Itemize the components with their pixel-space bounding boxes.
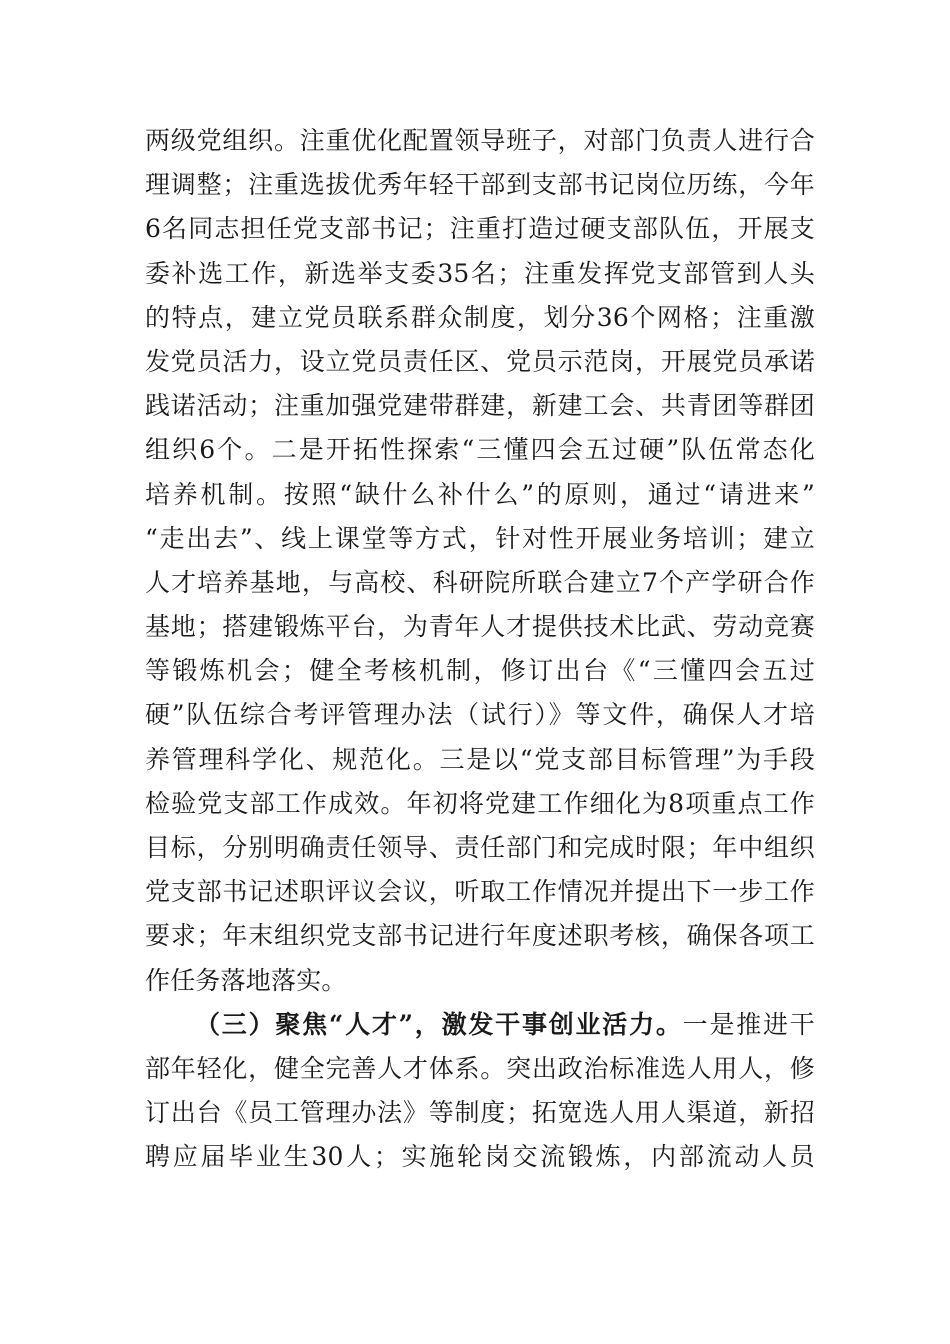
text-line-6: 发党员活力，设立党员责任区、党员示范岗，开展党员承诺 [145,346,815,376]
text-line-16: 检验党支部工作成效。年初将党建工作细化为8项重点工作 [145,788,815,818]
section-3-line-3: 订出台《员工管理办法》等制度；拓宽选人用人渠道，新招 [145,1098,815,1128]
section-3-line-2: 部年轻化，健全完善人才体系。突出政治标准选人用人，修 [145,1053,815,1083]
text-line-20: 作任务落地落实。 [145,965,347,995]
section-3-heading: （三）聚焦“人才”，激发干事创业活力。 [195,1009,683,1039]
text-line-18: 党支部书记述职评议会议，听取工作情况并提出下一步工作 [145,877,815,907]
text-line-5: 的特点，建立党员联系群众制度，划分36个网格；注重激 [145,302,815,332]
text-line-12: 基地；搭建锻炼平台，为青年人才提供技术比武、劳动竞赛 [145,612,815,642]
text-line-7: 践诺活动；注重加强党建带群建，新建工会、共青团等群团 [145,391,815,421]
text-line-3: 6名同志担任党支部书记；注重打造过硬支部队伍，开展支 [145,214,815,244]
text-line-8: 组织6个。二是开拓性探索“三懂四会五过硬”队伍常态化 [145,435,815,465]
text-line-11: 人才培养基地，与高校、科研院所联合建立7个产学研合作 [145,567,815,597]
text-line-10: “走出去”、线上课堂等方式，针对性开展业务培训；建立 [145,523,815,553]
body-text [145,119,815,1180]
text-line-4: 委补选工作，新选举支委35名；注重发挥党支部管到人头 [145,258,815,288]
text-line-2: 理调整；注重选拔优秀年轻干部到支部书记岗位历练，今年 [145,170,815,200]
section-3-line-4: 聘应届毕业生30人；实施轮岗交流锻炼，内部流动人员 [145,1142,815,1172]
text-line-13: 等锻炼机会；健全考核机制，修订出台《“三懂四会五过 [145,656,815,686]
text-line-1: 两级党组织。注重优化配置领导班子，对部门负责人进行合 [145,126,815,155]
text-line-17: 目标，分别明确责任领导、责任部门和完成时限；年中组织 [145,833,815,862]
text-line-9: 培养机制。按照“缺什么补什么”的原则，通过“请进来” [145,479,815,509]
text-line-14: 硬”队伍综合考评管理办法（试行）》等文件，确保人才培 [145,700,815,730]
section-3-first-line-rest: 一是推进干 [682,1009,815,1039]
section-3-first-line [145,1003,815,1047]
text-line-19: 要求；年末组织党支部书记进行年度述职考核，确保各项工 [145,921,815,951]
text-line-15: 养管理科学化、规范化。三是以“党支部目标管理”为手段 [145,744,815,774]
